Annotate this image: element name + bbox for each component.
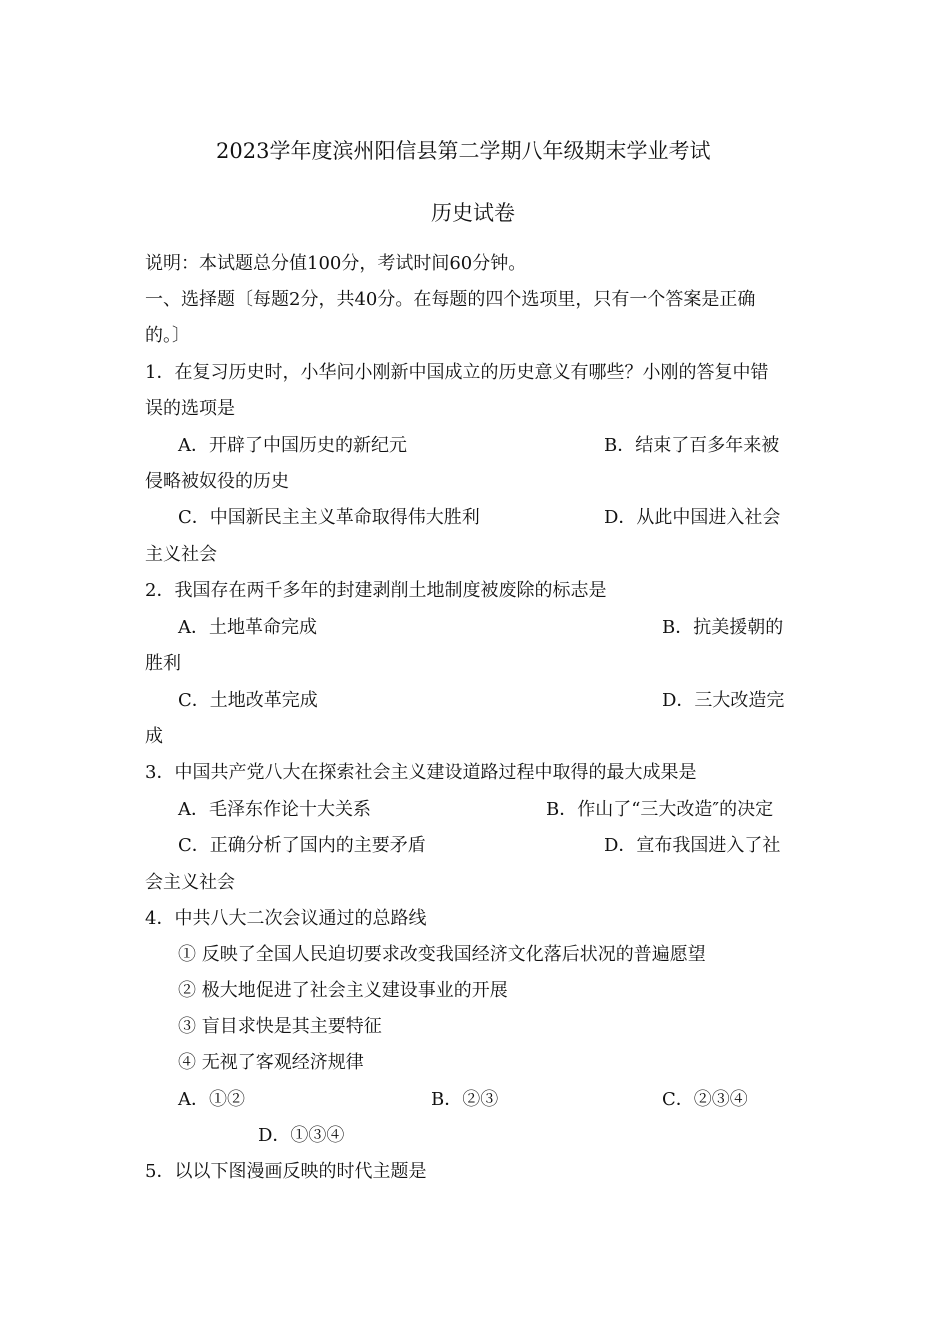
q2-option-a: A．土地革命完成 bbox=[178, 617, 317, 638]
q1-option-b-cont: 侵略被奴役的历史 bbox=[145, 471, 289, 492]
q4-option-d: D．①③④ bbox=[258, 1125, 345, 1146]
q4-option-a: A．①② bbox=[178, 1089, 245, 1110]
q4-option-c: C．②③④ bbox=[662, 1089, 748, 1110]
q2-option-c: C．土地改革完成 bbox=[178, 690, 318, 711]
section-heading: 一、选择题〔每题2分，共40分。在每题的四个选项里，只有一个答案是正确 bbox=[145, 289, 756, 310]
q1-option-a: A．开辟了中国历史的新纪元 bbox=[178, 435, 407, 456]
q4-statement-2: ② 极大地促进了社会主义建设事业的开展 bbox=[178, 980, 508, 1001]
q1-option-d-cont: 主义社会 bbox=[145, 544, 217, 565]
q1-option-c: C．中国新民主主义革命取得伟大胜利 bbox=[178, 507, 480, 528]
q5-stem: 5．以以下图漫画反映的时代主题是 bbox=[145, 1161, 427, 1182]
q2-option-b-cont: 胜利 bbox=[145, 653, 181, 674]
q4-statement-3: ③ 盲目求快是其主要特征 bbox=[178, 1016, 382, 1037]
instructions: 说明：本试题总分值100分，考试时间60分钟。 bbox=[145, 253, 527, 274]
q2-option-b: B．抗美援朝的 bbox=[662, 617, 784, 638]
q3-option-b: B．作山了“三大改造″的决定 bbox=[546, 799, 774, 820]
exam-title: 2023学年度滨州阳信县第二学期八年级期末学业考试 bbox=[216, 139, 711, 163]
q2-option-d-cont: 成 bbox=[145, 726, 163, 747]
q3-option-c: C．正确分析了国内的主要矛盾 bbox=[178, 835, 426, 856]
q3-option-a: A．毛泽东作论十大关系 bbox=[178, 799, 371, 820]
q4-statement-1: ① 反映了全国人民迫切要求改变我国经济文化落后状况的普遍愿望 bbox=[178, 944, 706, 965]
section-heading-cont: 的。〕 bbox=[145, 325, 190, 346]
q4-statement-4: ④ 无视了客观经济规律 bbox=[178, 1052, 364, 1073]
q1-option-d: D．从此中国进入社会 bbox=[604, 507, 781, 528]
q2-stem: 2．我国存在两千多年的封建剥削土地制度被废除的标志是 bbox=[145, 580, 607, 601]
q1-stem-cont: 误的选项是 bbox=[145, 398, 235, 419]
q3-stem: 3．中国共产党八大在探索社会主义建设道路过程中取得的最大成果是 bbox=[145, 762, 697, 783]
q3-option-d: D．宣布我国进入了社 bbox=[604, 835, 781, 856]
q3-option-d-cont: 会主义社会 bbox=[145, 872, 235, 893]
q1-option-b: B．结束了百多年来被 bbox=[604, 435, 780, 456]
q1-stem: 1．在复习历史时，小华问小刚新中国成立的历史意义有哪些？小刚的答复中错 bbox=[145, 362, 769, 383]
q4-stem: 4．中共八大二次会议通过的总路线 bbox=[145, 908, 427, 929]
exam-subtitle: 历史试卷 bbox=[431, 201, 515, 225]
q2-option-d: D．三大改造完 bbox=[662, 690, 785, 711]
q4-option-b: B．②③ bbox=[431, 1089, 499, 1110]
